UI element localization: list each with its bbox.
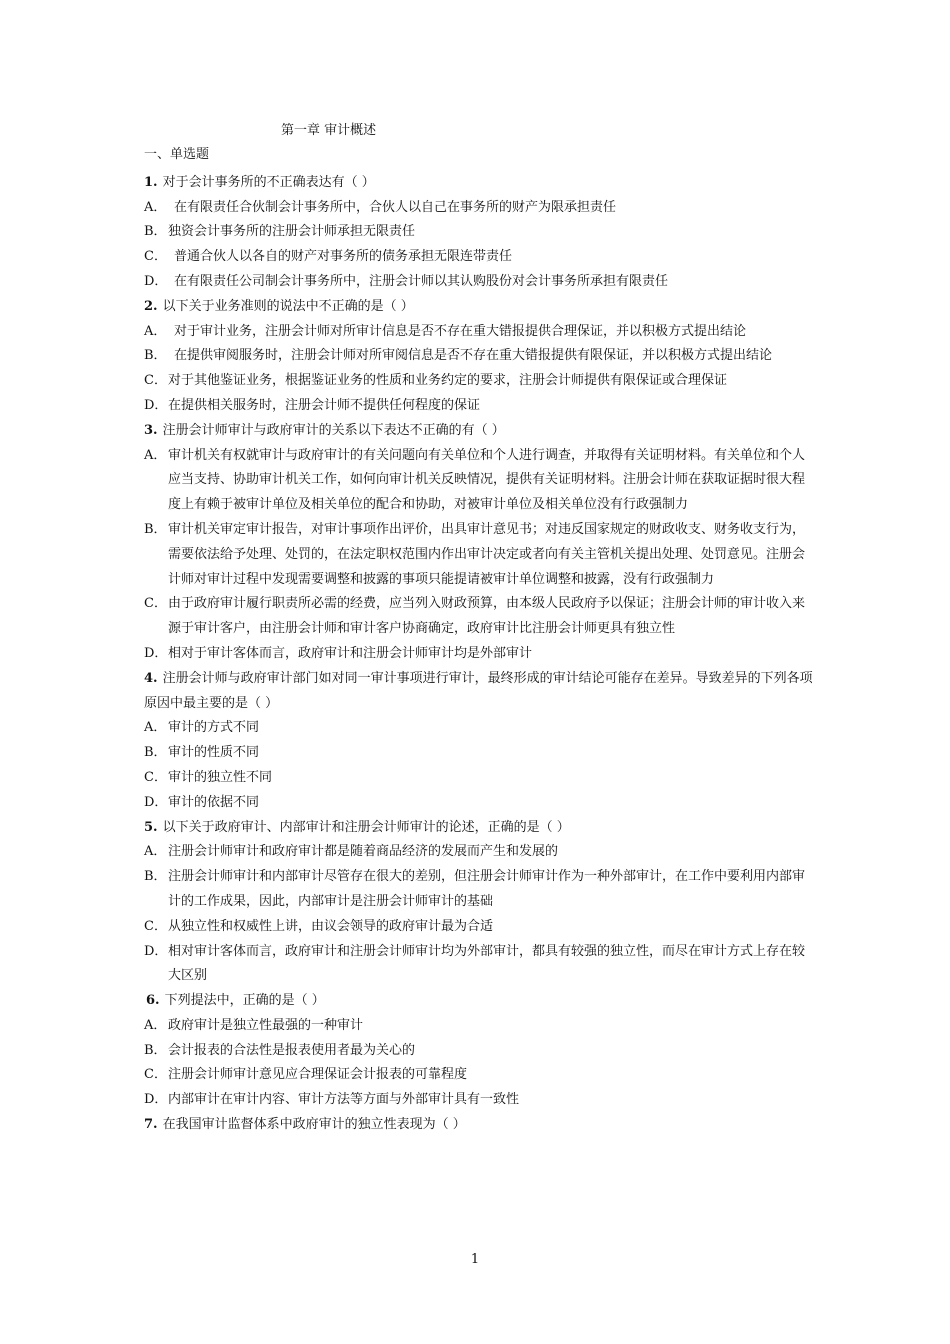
question-block [144,816,814,990]
question-number: 7. [144,1117,158,1133]
option-letter: D． [144,397,168,413]
question-text: 注册会计师与政府审计部门如对同一审计事项进行审计，最终形成的审计结论可能存在差异。导致差异的下列各项原因中最主要的是（ ） [144,670,813,711]
option-item [144,1088,814,1113]
option-letter: B． [144,521,167,537]
option-item [144,1039,814,1064]
option-text: 审计机关审定审计报告，对审计事项作出评价，出具审计意见书；对违反国家规定的财政收支、财务收支行为，需要依法给予处理、处罚的，在法定职权范围内作出审计决定或者向有关主管机关提出处理、处罚意见。注册会计师对审计过程中发现需要调整和披露的事项只能提请被审计单位调整和披露，没有行政强制力 [168,521,806,587]
option-text: 注册会计师审计意见应合理保证会计报表的可靠程度 [168,1067,468,1083]
option-item [144,642,814,667]
question-stem [144,989,814,1014]
option-item [144,592,814,642]
option-item [144,716,814,741]
option-letter: C． [144,596,167,612]
question-number: 5. [144,819,158,835]
option-item [144,220,814,245]
section-title: 一、单选题 [144,147,210,162]
option-text: 对于审计业务，注册会计师对所审计信息是否不存在重大错报提供合理保证，并以积极方式提出结论 [174,323,747,339]
option-letter: B． [144,348,167,364]
option-item [144,1063,814,1088]
option-letter: C． [144,1067,167,1083]
option-text: 在有限责任公司制会计事务所中，注册会计师以其认购股份对会计事务所承担有限责任 [174,273,669,289]
option-letter: B． [144,745,167,761]
option-item [144,766,814,791]
option-text: 政府审计是独立性最强的一种审计 [168,1017,364,1033]
option-letter: C． [144,373,167,389]
option-item [144,865,814,915]
option-text: 在提供审阅服务时，注册会计师对所审阅信息是否不存在重大错报提供有限保证，并以积极方式提出结论 [174,348,773,364]
option-letter: A． [144,323,167,339]
option-letter: A． [144,1017,167,1033]
question-block [144,1113,814,1138]
question-text: 以下关于政府审计、内部审计和注册会计师审计的论述，正确的是（ ） [162,819,570,835]
option-item [144,518,814,592]
option-text: 独资会计事务所的注册会计师承担无限责任 [168,224,416,240]
option-item [144,940,814,990]
option-letter: A． [144,447,167,463]
question-stem [144,419,814,444]
question-block [144,667,814,816]
option-item [144,344,814,369]
option-item [144,915,814,940]
option-text: 审计的独立性不同 [168,769,273,785]
option-text: 审计机关有权就审计与政府审计的有关问题向有关单位和个人进行调查，并取得有关证明材料。有关单位和个人应当支持、协助审计机关工作，如何向审计机关反映情况，提供有关证明材料。注册会计师在获取证据时很大程度上有赖于被审计单位及相关单位的配合和协助，对被审计单位及相关单位没有行政强制力 [168,447,806,513]
question-stem [144,816,814,841]
option-letter: C． [144,918,167,934]
question-stem [144,667,814,717]
option-text: 注册会计师审计和政府审计都是随着商品经济的发展而产生和发展的 [168,844,559,860]
question-block [144,419,814,667]
question-number: 1. [144,174,158,190]
option-item [144,840,814,865]
question-text: 对于会计事务所的不正确表达有（ ） [162,174,375,190]
option-text: 对于其他鉴证业务，根据鉴证业务的性质和业务约定的要求，注册会计师提供有限保证或合理保证 [168,373,728,389]
option-letter: D． [144,943,168,959]
option-text: 由于政府审计履行职责所必需的经费，应当列入财政预算，由本级人民政府予以保证；注册会计师的审计收入来源于审计客户，由注册会计师和审计客户协商确定，政府审计比注册会计师更具有独立性 [168,596,806,637]
question-block [144,295,814,419]
question-block [144,989,814,1113]
question-text: 注册会计师审计与政府审计的关系以下表达不正确的有（ ） [162,422,505,438]
option-letter: D． [144,273,168,289]
option-text: 注册会计师审计和内部审计尽管存在很大的差别，但注册会计师审计作为一种外部审计，在工作中要利用内部审计的工作成果，因此，内部审计是注册会计师审计的基础 [168,869,806,909]
option-letter: A． [144,720,167,736]
option-item [144,196,814,221]
option-letter: C． [144,769,167,785]
option-letter: B． [144,869,167,885]
option-text: 普通合伙人以各自的财产对事务所的债务承担无限连带责任 [174,249,513,265]
question-text: 在我国审计监督体系中政府审计的独立性表现为（ ） [162,1117,466,1133]
question-number: 4. [144,670,158,686]
option-text: 审计的方式不同 [168,720,260,736]
option-letter: C． [144,249,167,265]
option-letter: D． [144,794,168,810]
page-number: 1 [470,1252,480,1267]
option-letter: A． [144,844,167,860]
question-stem [144,1113,814,1138]
option-item [144,320,814,345]
option-letter: B． [144,1042,167,1058]
option-text: 相对审计客体而言，政府审计和注册会计师审计均为外部审计，都具有较强的独立性，而尽在审计方式上存在较大区别 [168,943,806,984]
option-text: 从独立性和权威性上讲，由议会领导的政府审计最为合适 [168,918,494,934]
option-item [144,245,814,270]
document-body [144,146,814,1138]
option-item [144,369,814,394]
option-item [144,444,814,518]
option-letter: D． [144,1092,168,1108]
option-letter: D． [144,645,168,661]
chapter-title: 第一章 审计概述 [281,123,377,138]
option-letter: A． [144,199,167,215]
question-stem [144,295,814,320]
option-item [144,270,814,295]
question-number: 6. [146,993,160,1009]
question-stem [144,171,814,196]
option-text: 审计的性质不同 [168,745,260,761]
question-block [144,171,814,295]
option-text: 在有限责任合伙制会计事务所中，合伙人以自己在事务所的财产为限承担责任 [174,199,617,215]
option-item [144,394,814,419]
option-item [144,791,814,816]
option-text: 审计的依据不同 [168,794,260,810]
option-text: 内部审计在审计内容、审计方法等方面与外部审计具有一致性 [168,1092,520,1108]
question-text: 下列提法中，正确的是（ ） [164,993,325,1009]
option-text: 会计报表的合法性是报表使用者最为关心的 [168,1042,416,1058]
option-item [144,741,814,766]
option-letter: B． [144,224,167,240]
option-text: 相对于审计客体而言，政府审计和注册会计师审计均是外部审计 [168,645,533,661]
option-item [144,1014,814,1039]
question-number: 3. [144,422,158,438]
option-text: 在提供相关服务时，注册会计师不提供任何程度的保证 [168,397,481,413]
question-number: 2. [144,298,158,314]
question-text: 以下关于业务准则的说法中不正确的是（ ） [162,298,414,314]
